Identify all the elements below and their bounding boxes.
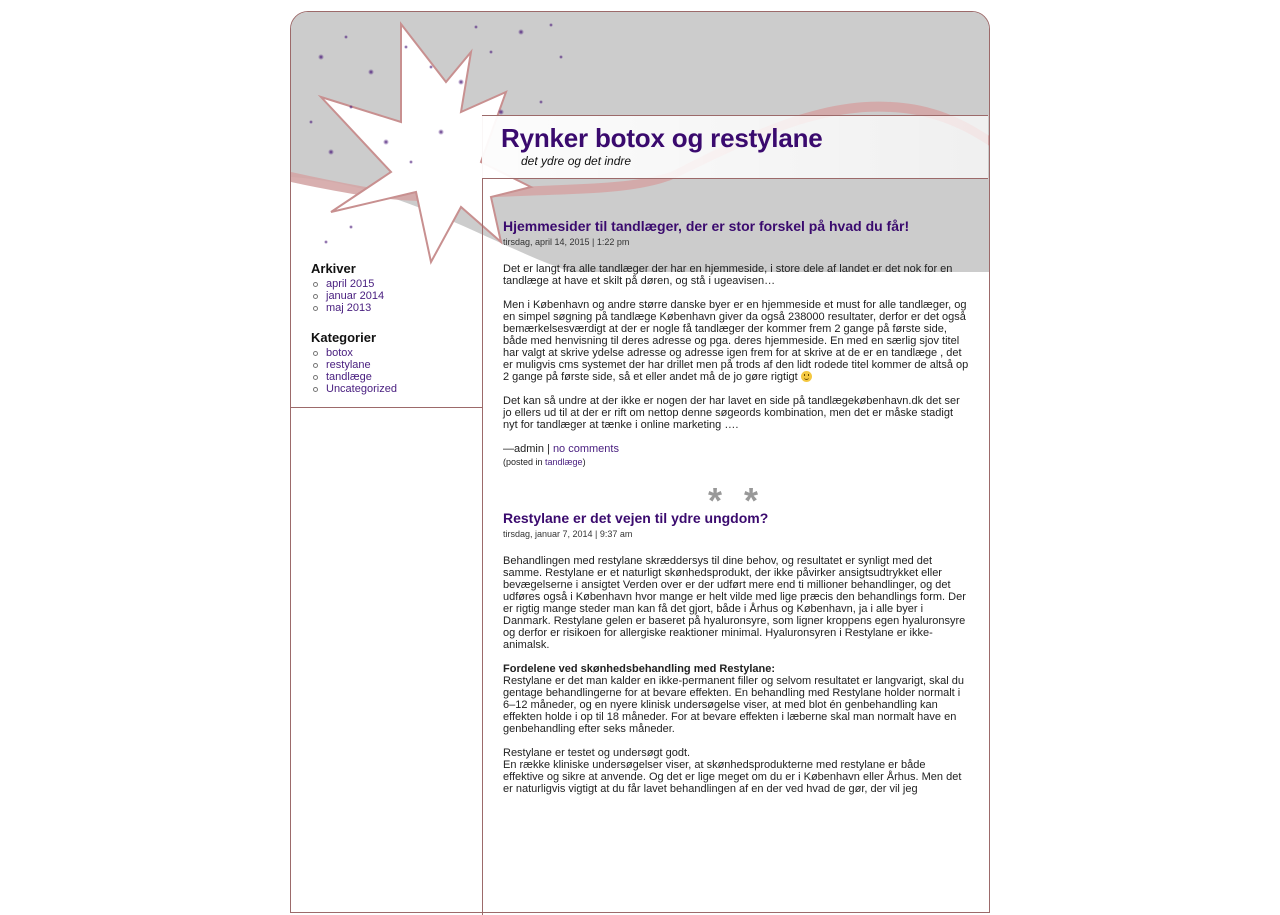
category-link-tandlaege[interactable]: tandlæge	[326, 371, 372, 383]
archives-heading: Arkiver	[311, 261, 356, 276]
post-tested-line: Restylane er testet og undersøgt godt.	[503, 747, 691, 759]
category-item	[311, 371, 481, 383]
archive-link-januar-2014[interactable]: januar 2014	[326, 290, 385, 302]
comments-link[interactable]: no comments	[552, 443, 619, 455]
post-title-link[interactable]: Hjemmesider til tandlæger, der er stor forskel på hvad du får!	[503, 218, 910, 234]
post-paragraph	[503, 663, 969, 735]
main-content	[503, 218, 969, 807]
post-meta	[503, 443, 969, 455]
post-date: tirsdag, april 14, 2015 | 1:22 pm	[503, 237, 630, 247]
post-author: —admin |	[503, 443, 553, 455]
post-tested-text: En række kliniske undersøgelser viser, at skønhedsprodukterne med restylane er både effektive og sikre at anvende. Og det er lige meget om du er i København eller Århus. Men det er naturligvis vigtigt at du får lavet behandlingen af en der ved hvad de gør, der vil jeg	[503, 759, 962, 795]
archive-item	[311, 290, 481, 302]
post-date: tirsdag, januar 7, 2014 | 9:37 am	[503, 529, 633, 539]
post-paragraph: Det kan så undre at der ikke er nogen der har lavet en side på tandlægekøbenhavn.dk det ser jo ellers ud til at der er rift om nettop denne søgeords kombination, men det er måske stadigt nyt for tandlæger at tænke i online marketing ….	[503, 395, 960, 431]
archive-link-maj-2013[interactable]: maj 2013	[326, 302, 372, 314]
post-paragraph	[503, 747, 969, 795]
site-header	[482, 115, 988, 179]
archive-item	[311, 278, 481, 290]
smiley-icon	[801, 371, 812, 382]
post-category-link[interactable]: tandlæge	[545, 457, 583, 467]
posted-in-suffix: )	[582, 457, 586, 467]
category-link-restylane[interactable]: restylane	[326, 359, 371, 371]
sidebar	[311, 261, 481, 411]
archive-link-april-2015[interactable]: april 2015	[326, 278, 375, 290]
posted-in	[503, 456, 969, 468]
post-title	[503, 510, 969, 526]
category-item	[311, 347, 481, 359]
categories-heading: Kategorier	[311, 330, 377, 345]
post-paragraph	[503, 299, 969, 383]
category-item	[311, 383, 481, 395]
post-title-link[interactable]: Restylane er det vejen til ydre ungdom?	[503, 510, 769, 526]
post-subheading-text: Restylane er det man kalder en ikke-permanent filler og selvom resultatet er langvarigt, skal du gentage behandlingerne for at bevare effekten. En behandling med Restylane holder normalt i 6–12 måneder, og en nyere klinisk undersøgelse viser, at med blot én genbehandling kan effekten holde i op til 18 måneder. For at bevare effekten i læberne skal man normalt have en genbehandling efter seks måneder.	[503, 675, 965, 735]
category-link-botox[interactable]: botox	[326, 347, 353, 359]
category-item	[311, 359, 481, 371]
category-link-uncategorized[interactable]: Uncategorized	[326, 383, 397, 395]
post-paragraph: Behandlingen med restylane skræddersys til dine behov, og resultatet er synligt med det samme. Restylane er et naturligt skønhedsprodukt, der ikke påvirker ansigtsudtrykket eller bevægelserne i ansigtet Verden over er der udført mere end ti millioner behandlinger, og det udføres også i København hvor mange er helt vilde med lige præcis den behandlings form. Der er rigtig mange steder man kan få det gjort, både i Århus og København, ja i alle byer i Danmark. Restylane gelen er baseret på hyaluronsyre, som ligner kroppens egen hyaluronsyre og derfor er risikoen for allergiske reaktioner minimal. Hyaluronsyren i Restylane er ikke-animalsk.	[503, 555, 966, 651]
post-subheading: Fordelene ved skønhedsbehandling med Restylane:	[503, 663, 776, 675]
archive-item	[311, 302, 481, 314]
site-title[interactable]: Rynker botox og restylane	[501, 123, 823, 153]
page-wrapper	[290, 11, 990, 811]
archives-list	[311, 278, 481, 314]
posted-in-prefix: (posted in	[503, 457, 546, 467]
categories-list	[311, 347, 481, 395]
post-title	[503, 218, 969, 234]
post	[503, 510, 969, 795]
post-paragraph-text: Men i København og andre større danske byer er en hjemmeside et must for alle tandlæger, og en simpel søgning på tandlæge København giver da også 238000 resultater, derfor er det også bemærkelsesværdigt at der er nogle få tandlæger der kommer frem 2 gange på første side, både med henvisning til deres adresse og pga. deres hjemmeside. En med en særlig sjov titel har valgt at skrive ydelse adresse og adresse igen frem for at skrive at de er en tandlæge , det er muligvis cms systemet der har drillet men på trods af den lidt rodede titel kommer de altså op 2 gange på første side, så et eller andet må de jo gøre rigtigt	[503, 299, 969, 383]
post-paragraph: Det er langt fra alle tandlæger der har en hjemmeside, i store dele af landet er det nok for en tandlæge at have et skilt på døren, og stå i ugeavisen…	[503, 263, 953, 287]
post-separator: * *	[707, 480, 765, 521]
post	[503, 218, 969, 468]
site-tagline: det ydre og det indre	[521, 154, 632, 168]
